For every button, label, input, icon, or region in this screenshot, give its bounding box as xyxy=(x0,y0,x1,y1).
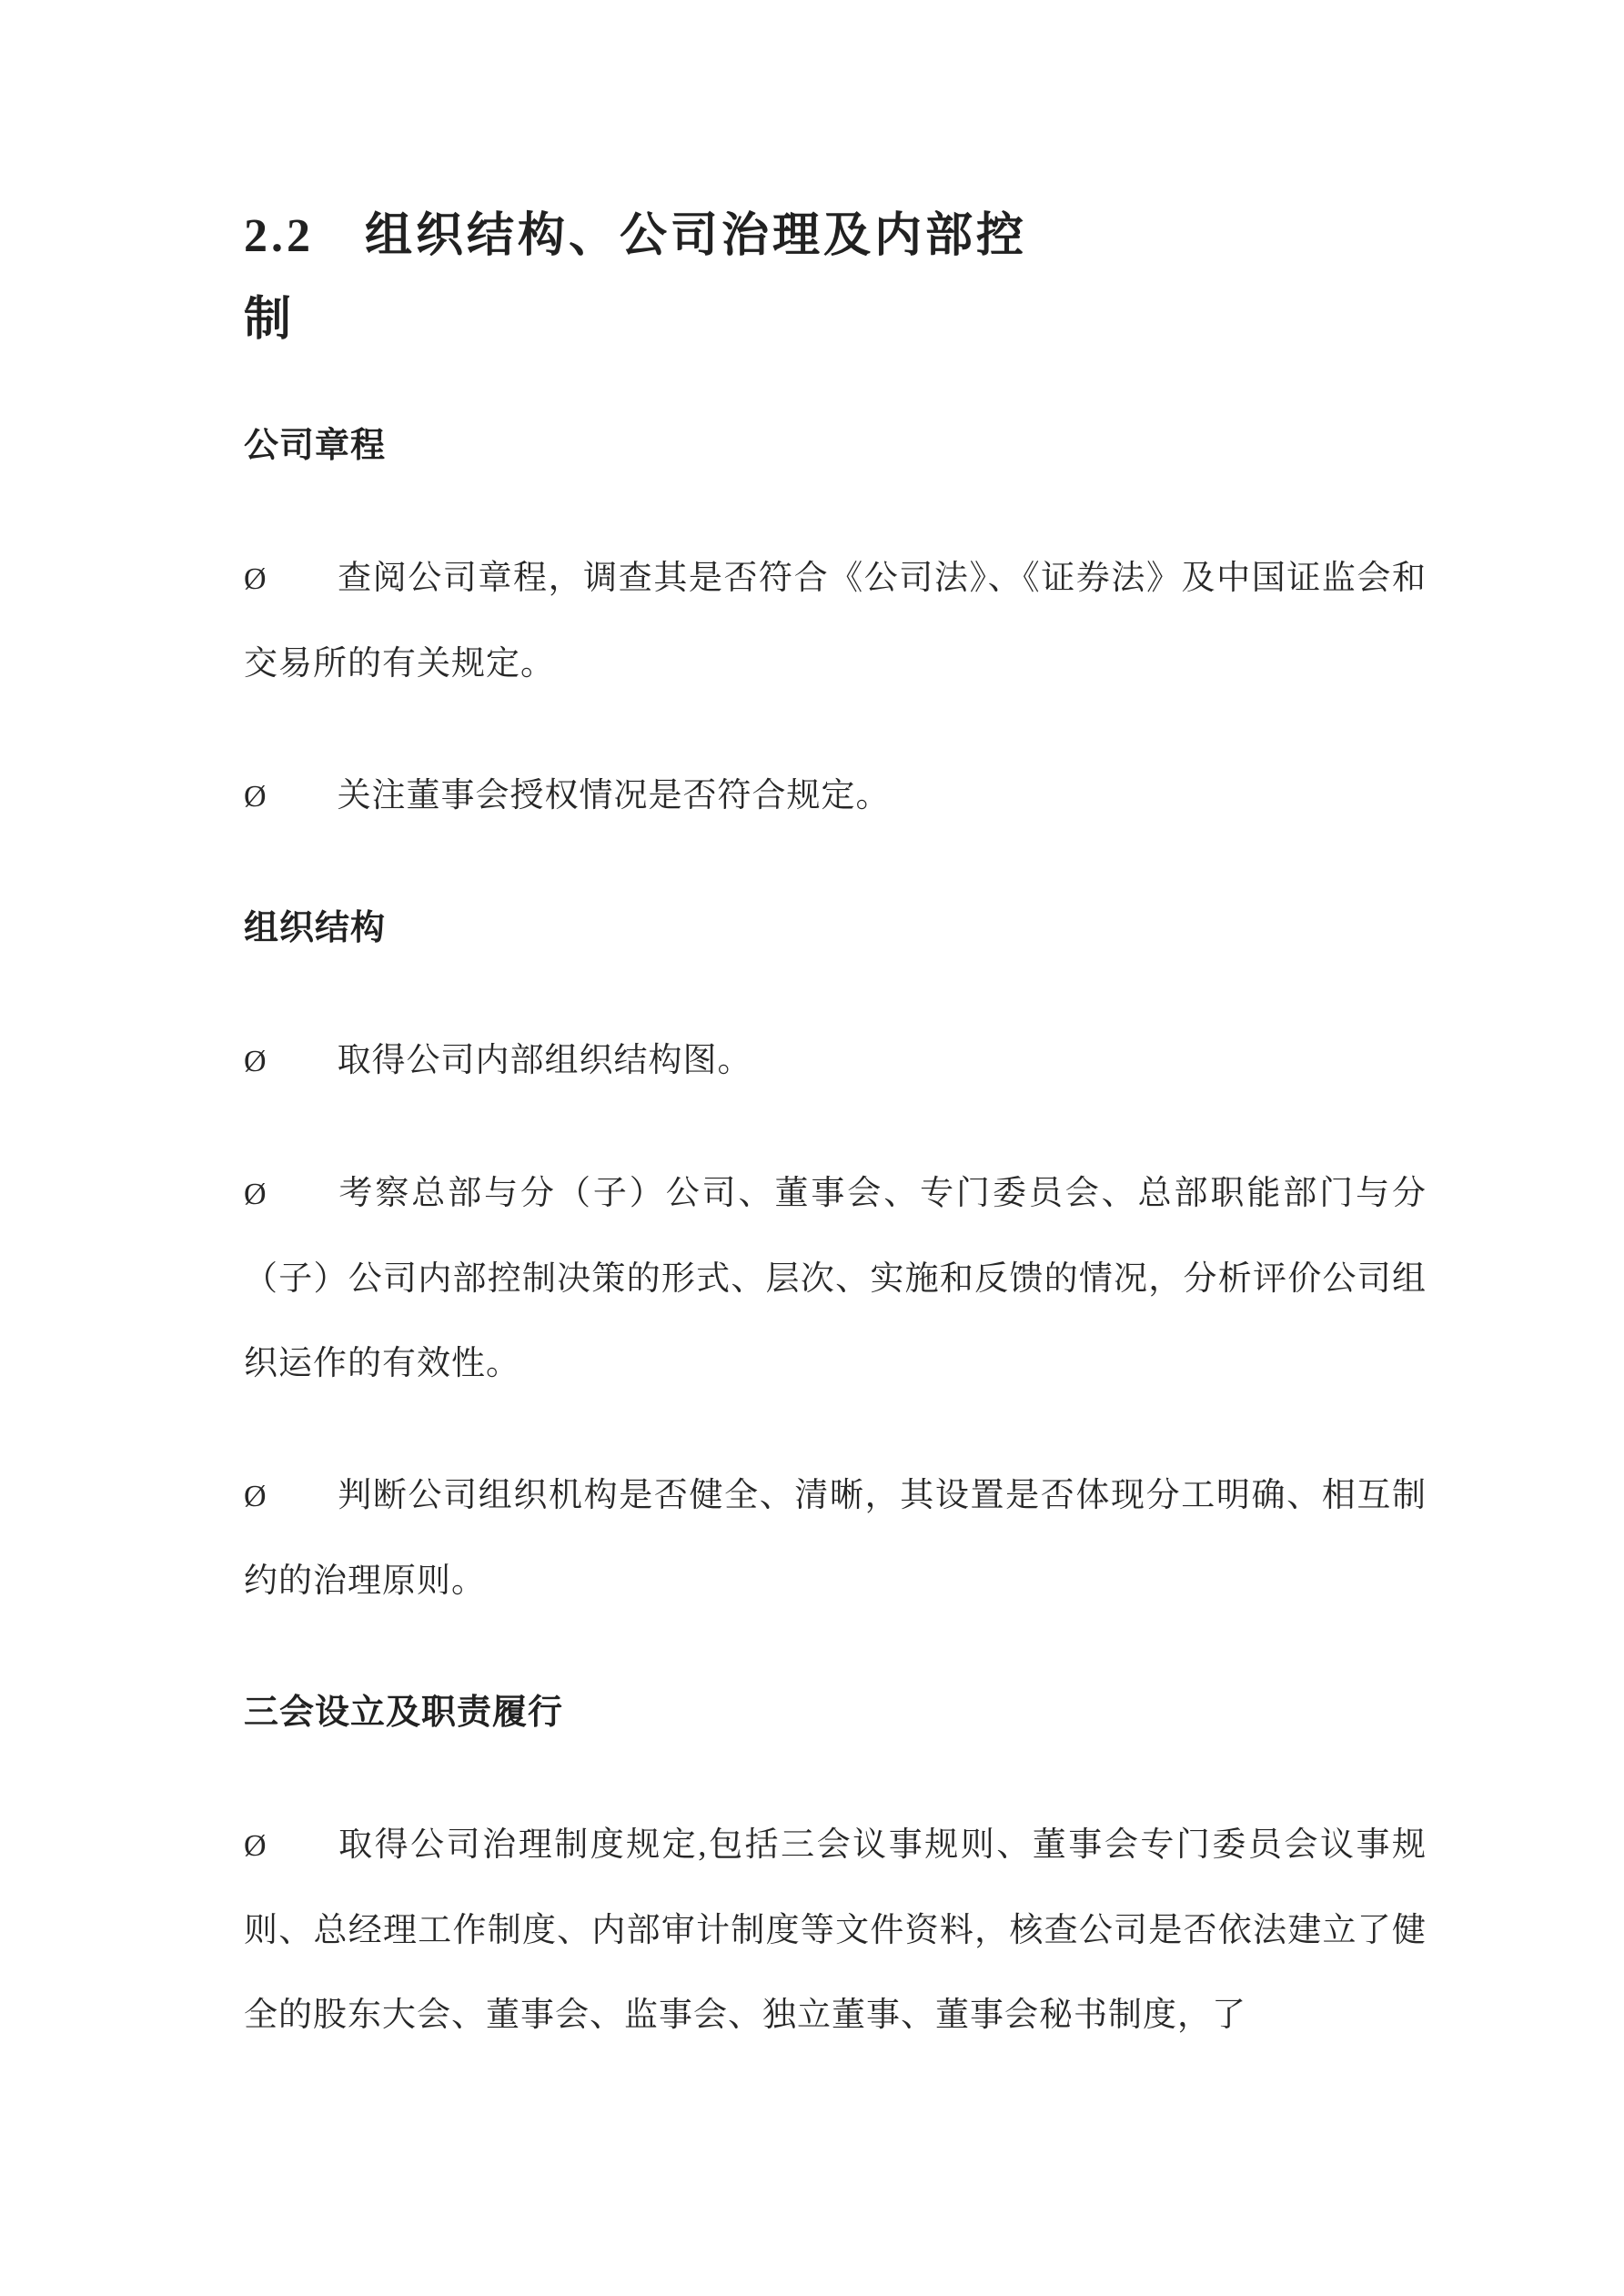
section-title: 2.2 组织结构、公司治理及内部控制 xyxy=(244,210,1028,346)
subsection-heading: 组织结构 xyxy=(244,909,387,947)
bullet-paragraph xyxy=(244,1803,1427,2058)
bullet-text: 判断公司组织机构是否健全、清晰，其设置是否体现分工明确、相互制约的治理原则。 xyxy=(244,1477,1427,1600)
bullet-paragraph xyxy=(244,1453,1427,1623)
bullet-marker-icon: Ø xyxy=(244,1178,267,1211)
bullet-paragraph xyxy=(244,1151,1427,1406)
bullet-paragraph xyxy=(244,536,1427,706)
document-body xyxy=(244,404,1427,2058)
bullet-text: 考察总部与分（子）公司、董事会、专门委员会、总部职能部门与分（子）公司内部控制决策的形式、层次、实施和反馈的情况，分析评价公司组织运作的有效性。 xyxy=(244,1175,1427,1382)
bullet-paragraph xyxy=(244,1018,1427,1104)
bullet-text: 取得公司治理制度规定,包括三会议事规则、董事会专门委员会议事规则、总经理工作制度、内部审计制度等文件资料，核查公司是否依法建立了健全的股东大会、董事会、监事会、独立董事、董事会秘书制度，了 xyxy=(244,1826,1427,2034)
subsection-heading: 三会设立及职责履行 xyxy=(244,1694,564,1732)
bullet-marker-icon: Ø xyxy=(244,1829,267,1863)
bullet-text: 关注董事会授权情况是否符合规定。 xyxy=(337,777,891,814)
bullet-text: 取得公司内部组织结构图。 xyxy=(337,1042,752,1079)
bullet-paragraph xyxy=(244,754,1427,839)
bullet-marker-icon: Ø xyxy=(244,1045,267,1078)
bullet-marker-icon: Ø xyxy=(244,780,267,814)
subsection-heading: 公司章程 xyxy=(244,427,387,465)
bullet-text: 查阅公司章程，调查其是否符合《公司法》、《证券法》及中国证监会和交易所的有关规定。 xyxy=(244,560,1427,683)
bullet-marker-icon: Ø xyxy=(244,562,267,596)
bullet-marker-icon: Ø xyxy=(244,1480,267,1513)
